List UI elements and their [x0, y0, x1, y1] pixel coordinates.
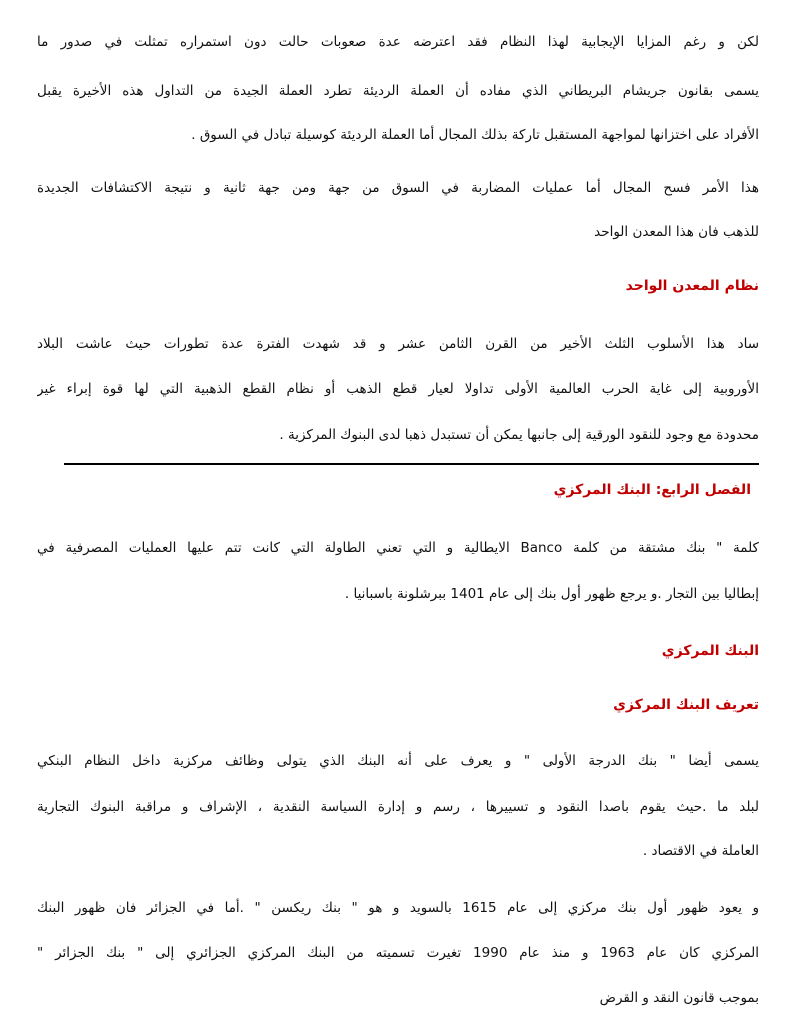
paragraph-line: العاملة في الاقتصاد .: [642, 843, 759, 859]
paragraph-line: للذهب فان هذا المعدن الواحد: [594, 224, 759, 240]
paragraph-line: لكن و رغم المزايا الإيجابية لهذا النظام فقد اعترضه عدة صعوبات حالت دون استمراره تمثلت في صدور ما: [37, 34, 759, 50]
paragraph-line: يسمى أيضا " بنك الدرجة الأولى " و يعرف على أنه البنك الذي يتولى وظائف مركزية داخل النظام البنكي: [37, 753, 759, 769]
section-heading-single-metal: نظام المعدن الواحد: [625, 278, 759, 294]
paragraph-line: لبلد ما .حيث يقوم باصدا النقود و تسييرها ، رسم و إدارة السياسة النقدية ، الإشراف و مراقبة البنوك التجارية: [37, 799, 759, 815]
paragraph-line: المركزي كان عام 1963 و منذ عام 1990 تغيرت تسميته من البنك المركزي الجزائري إلى " بنك الجزائر ": [37, 945, 759, 961]
paragraph-line: الأفراد على اختزانها لمواجهة المستقبل تاركة بذلك المجال أما العملة الرديئة كوسيلة تبادل في السوق .: [191, 127, 759, 143]
paragraph-line: إبطاليا بين التجار .و يرجع ظهور أول بنك إلى عام 1401 ببرشلونة باسبانيا .: [344, 586, 759, 602]
paragraph-line: بموجب قانون النقد و القرض: [599, 990, 759, 1006]
paragraph-line: كلمة " بنك مشتقة من كلمة Banco الايطالية و التي تعني الطاولة التي كانت تتم عليها العمليات المصرفية في: [37, 540, 759, 556]
paragraph-line: الأوروبية إلى غاية الحرب العالمية الأولى تداولا لعيار قطع الذهب أو نظام القطع الذهبية التي لها قوة إبراء غير: [37, 381, 759, 397]
section-heading-central-bank: البنك المركزي: [661, 643, 759, 659]
paragraph-line: هذا الأمر فسح المجال أما عمليات المضاربة في السوق من جهة ومن جهة ثانية و نتيجة الاكتشافات الجديدة: [37, 180, 759, 196]
paragraph-line: ساد هذا الأسلوب الثلث الأخير من القرن الثامن عشر و قد شهدت الفترة عدة تطورات حيث عاشت البلاد: [37, 336, 759, 352]
section-heading-definition: تعريف البنك المركزي: [613, 697, 759, 713]
chapter-heading: الفصل الرابع: البنك المركزي: [553, 482, 751, 498]
paragraph-line: و يعود ظهور أول بنك مركزي إلى عام 1615 بالسويد و هو " بنك ريكسن " .أما في الجزائر فان ظهور البنك: [37, 900, 759, 916]
horizontal-divider: [64, 463, 759, 465]
paragraph-line: يسمى بقانون جريشام البريطاني الذي مفاده أن العملة الرديئة تطرد العملة الجيدة من التداول هذه الأخيرة يقبل: [37, 83, 759, 99]
paragraph-line: محدودة مع وجود للنقود الورقية إلى جانبها يمكن أن تستبدل ذهبا لدى البنوك المركزية .: [279, 427, 759, 443]
